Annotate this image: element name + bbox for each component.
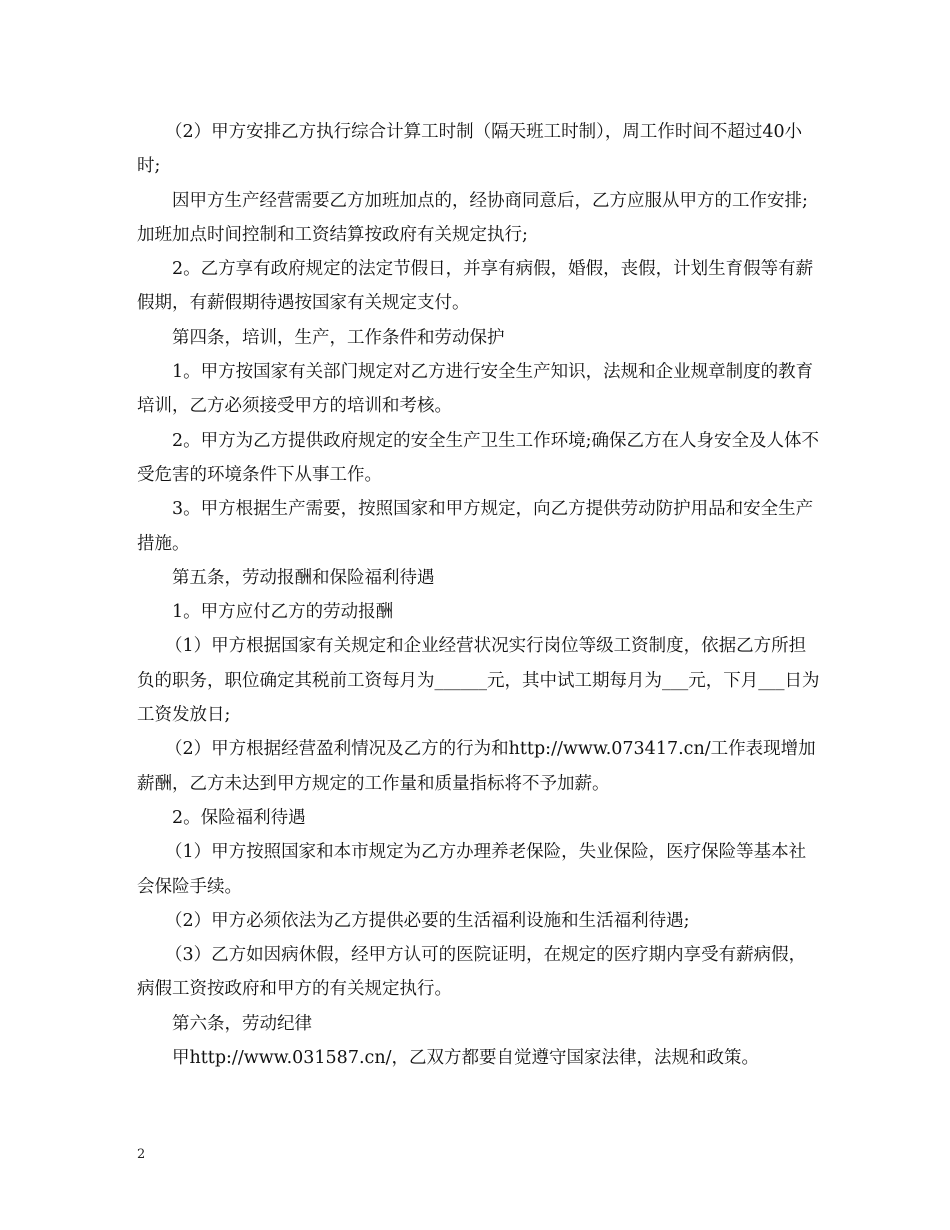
section-heading-article-4: 第四条，培训，生产，工作条件和劳动保护 bbox=[172, 327, 505, 348]
paragraph-11: （2）甲方根据经营盈利情况及乙方的行为和http://www.073417.cn/工作表现增加薪酬，乙方未达到甲方规定的工作量和质量指标将不予加薪。 bbox=[137, 739, 816, 794]
paragraph-9: 1。甲方应付乙方的劳动报酬 bbox=[172, 602, 394, 623]
section-heading-article-5: 第五条，劳动报酬和保险福利待遇 bbox=[172, 567, 435, 588]
document-body bbox=[137, 115, 822, 1075]
paragraph-3: 2。乙方享有政府规定的法定节假日，并享有病假，婚假，丧假，计划生育假等有薪假期，有薪假期待遇按国家有关规定支付。 bbox=[137, 259, 814, 314]
paragraph-1: （2）甲方安排乙方执行综合计算工时制（隔天班工时制），周工作时间不超过40小时; bbox=[137, 122, 803, 177]
paragraph-14: （2）甲方必须依法为乙方提供必要的生活福利设施和生活福利待遇; bbox=[165, 910, 690, 931]
section-heading-article-6: 第六条，劳动纪律 bbox=[172, 1013, 312, 1034]
paragraph-12: 2。保险福利待遇 bbox=[172, 807, 306, 828]
paragraph-10: （1）甲方根据国家有关规定和企业经营状况实行岗位等级工资制度，依据乙方所担负的职务，职位确定其税前工资每月为______元，其中试工期每月为___元，下月___日为工资发放日; bbox=[137, 636, 820, 726]
page-number: 2 bbox=[137, 1147, 146, 1162]
paragraph-15: （3）乙方如因病休假，经甲方认可的医院证明，在规定的医疗期内享受有薪病假，病假工资按政府和甲方的有关规定执行。 bbox=[137, 945, 807, 1000]
paragraph-17: 甲http://www.031587.cn/，乙双方都要自觉遵守国家法律，法规和政策。 bbox=[172, 1048, 759, 1069]
paragraph-2: 因甲方生产经营需要乙方加班加点的，经协商同意后，乙方应服从甲方的工作安排;加班加点时间控制和工资结算按政府有关规定执行; bbox=[137, 190, 808, 245]
paragraph-6: 2。甲方为乙方提供政府规定的安全生产卫生工作环境;确保乙方在人身安全及人体不受危害的环境条件下从事工作。 bbox=[137, 430, 820, 485]
paragraph-13: （1）甲方按照国家和本市规定为乙方办理养老保险，失业保险，医疗保险等基本社会保险手续。 bbox=[137, 842, 807, 897]
paragraph-5: 1。甲方按国家有关部门规定对乙方进行安全生产知识，法规和企业规章制度的教育培训，乙方必须接受甲方的培训和考核。 bbox=[137, 362, 814, 417]
paragraph-7: 3。甲方根据生产需要，按照国家和甲方规定，向乙方提供劳动防护用品和安全生产措施。 bbox=[137, 499, 814, 554]
